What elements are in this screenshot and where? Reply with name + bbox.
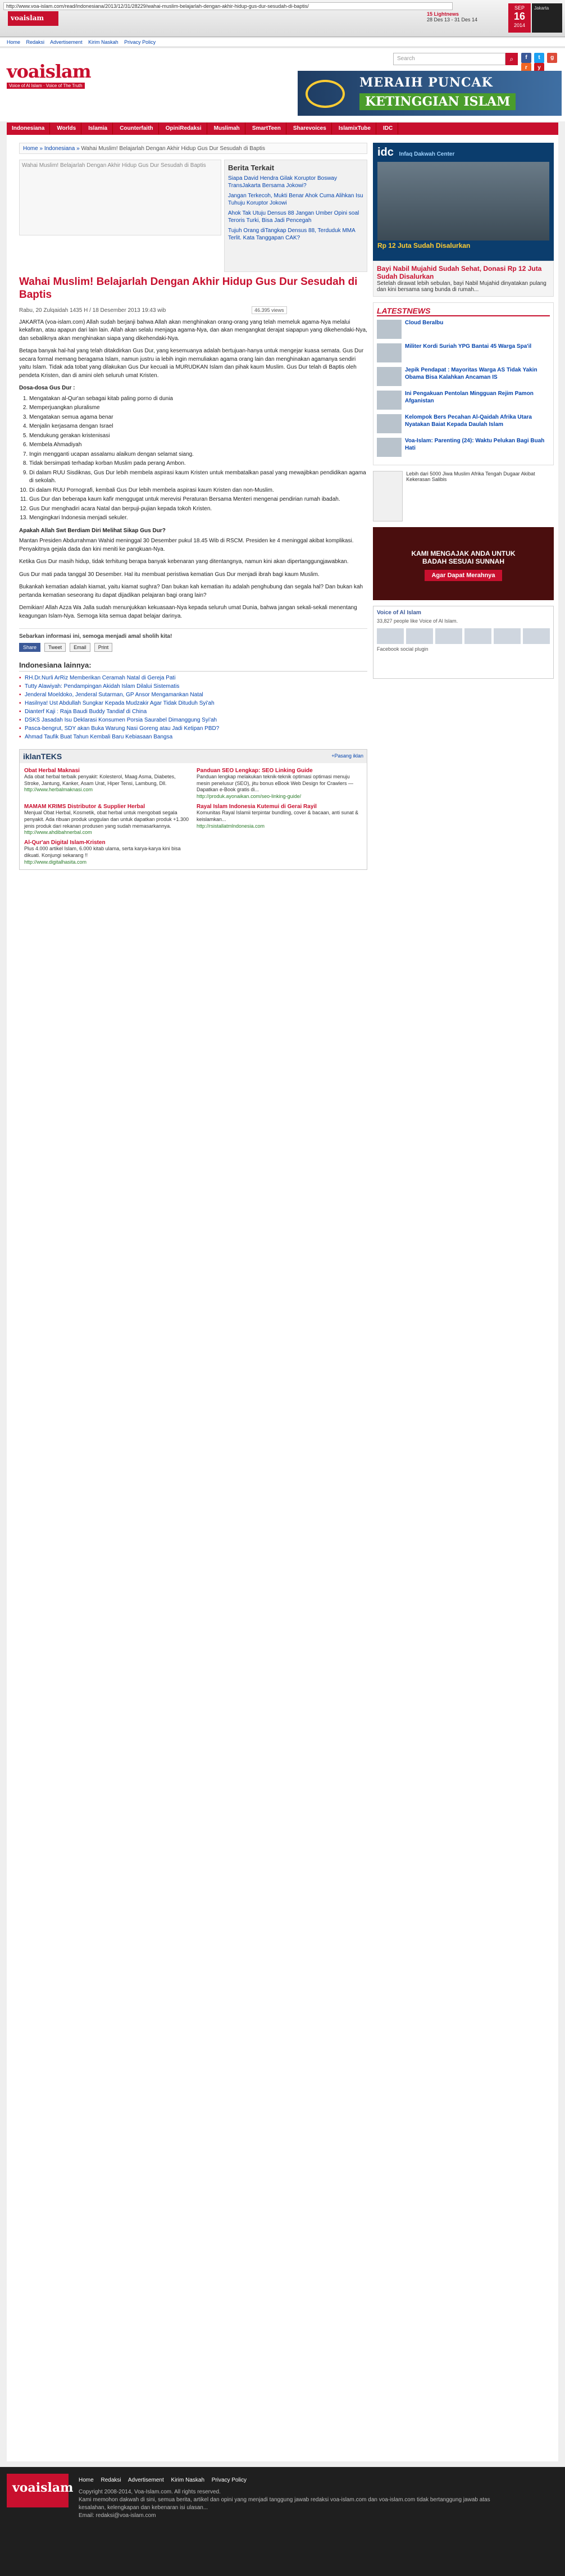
berita-terkait-box [224,160,367,272]
text-ad[interactable] [24,840,190,864]
small-logo[interactable]: voaislam [8,11,58,26]
ad-title[interactable]: Al-Qur'an Digital Islam-Kristen [24,840,106,846]
weather-city: Jakarta [534,6,549,11]
footer-email[interactable]: Email: redaksi@voa-islam.com [79,2512,156,2519]
sin-list [29,395,367,523]
breadcrumb-current: Wahai Muslim! Belajarlah Dengan Akhir Hidup Gus Dur Sesudah di Baptis [81,146,266,152]
related-link[interactable]: ▪ Ahmad Taufik Buat Tahun Kembali Baru Kebiasaan Bangsa [19,734,367,740]
browser-chrome [0,0,565,37]
sunnah-ad[interactable] [373,527,554,600]
list-item: 12. Gus Dur menghadiri acara Natal dan berpuji-pujian kepada tokoh Kristen. [29,505,367,514]
date-widget [508,3,531,33]
latest-link[interactable]: Voa-Islam: Parenting (24): Waktu Pelukan Bagi Buah Hati [405,438,545,451]
text-ad[interactable] [24,768,190,799]
facebook-like-box [373,606,554,679]
breadcrumb-section[interactable]: Indonesiana [44,146,75,152]
article-meta [19,306,367,314]
menu-smartteen[interactable]: SmartTeen [247,123,286,134]
ad-desc: Menjual Obat Herbal, Kosmetik, obat herbal untuk mengobati segala penyakit. Ada ribuan produk unggulan dan untuk dapatkan produk +1.300 jenis produk dari rekanan produsen yang sudah memasarkannya. [24,810,189,829]
text-ad[interactable] [24,804,190,835]
related-link[interactable]: ▪ Dianterf Kaji : Raja Baudi Buddy Tandiaf di China [19,709,367,715]
berita-terkait-link[interactable]: Tujuh Orang diTangkap Densus 88, Terduduk MMA Terlit. Kata Tanggapan CAK? [228,228,356,241]
text-ads-grid [20,763,367,869]
main-column [19,160,367,870]
footer-copyright: Copyright 2008-2014, Voa-Islam.com. All rights reserved. [79,2489,221,2495]
counter-date: 28 Des 13 - 31 Des 14 [427,17,478,22]
date-month: SEP [514,5,525,11]
hero-image: Wahai Muslim! Belajarlah Dengan Akhir Hidup Gus Dur Sesudah di Baptis [19,160,221,235]
latest-item[interactable] [377,391,550,410]
idc-headline[interactable]: Bayi Nabil Mujahid Sudah Sehat, Donasi Rp 12 Juta Sudah Disalurkan [377,265,542,280]
banner-line-1: MERAIH PUNCAK [359,75,493,90]
avatar[interactable] [435,628,462,644]
latest-thumb [377,391,402,410]
toplink-home[interactable]: Home [7,39,21,45]
ad-desc: Panduan lengkap melakukan teknik-teknik optimasi optimasi menuju mesin penelusur (SEO), jitu bonus eBook Web Design for Crawlers — Dapatkan e-Book gratis di... [197,774,353,793]
article-title: Wahai Muslim! Belajarlah Dengan Akhir Hidup Gus Dur Sesudah di Baptis [19,276,358,301]
ad-title[interactable]: Panduan SEO Lengkap: SEO Linking Guide [197,768,313,774]
print-button[interactable]: Print [94,643,113,652]
latest-item[interactable] [377,367,550,386]
share-prompt: Sebarkan informasi ini, semoga menjadi amal sholih kita! [19,633,172,640]
article-body [19,319,367,621]
footer-link-kirim-naskah[interactable]: Kirim Naskah [171,2477,205,2483]
ad-url[interactable]: http://produk.ayonaikan.com/seo-linking-guide/ [197,793,302,800]
footer-info [79,2488,517,2520]
latest-news [373,302,554,465]
breadcrumb: Home » Indonesiana » Wahai Muslim! Belajarlah Dengan Akhir Hidup Gus Dur Sesudah di Baptis [19,143,367,154]
list-item: 13. Mengingkari Indonesia menjadi sekuler. [29,514,367,523]
latest-news-title: LATESTNEWS [377,306,550,316]
menu-islamixtube[interactable]: IslamixTube [334,123,376,134]
banner-graphic [306,80,345,108]
latest-thumb [377,343,402,362]
sunnah-ad-line-1: KAMI MENGAJAK ANDA UNTUK [411,550,516,557]
avatar[interactable] [494,628,521,644]
avatar[interactable] [377,628,404,644]
article-paragraph: Betapa banyak hal-hal yang telah ditakdirkan Gus Dur, yang kesemuanya adalah bertujuan-hanya untuk mengejar kuasa semata. Gus Dur secara formal memang beragama Islam, namun justru ia lebih ingin memuliakan agama orang lain dan menghinakan agamanya sendiri yaitu Islam. Tidak ada tobat yang dilakukan Gus Dur kecuali ia MURUDKAN Islam dan pihak kaum Muslim. Gus Dur telah di Baptis oleh pendeta Kristen, dan di amini oleh seluruh umat Kristen. [19,348,364,379]
article-paragraph: Ketika Gus Dur masih hidup, tidak terhitung berapa banyak kebenaran yang ditentangnya, namun kini akan dipertanggungjawabkan. [19,559,349,565]
share-bar [19,628,367,652]
ad-url[interactable]: http://www.ahdibahnerbal.com [24,829,92,836]
related-link[interactable]: ▪ RH.Dr.Nurli ArRiz Memberikan Ceramah Natal di Gereja Pati [19,675,367,681]
text-ad[interactable] [197,768,362,799]
latest-link[interactable]: Ini Pengakuan Pentolan Mingguan Rejim Pamon Afganistan [405,391,534,404]
article-paragraph: Demikian! Allah Azza Wa Jalla sudah menunjukkan kekuasaan-Nya kepada seluruh umat Dunia, bahwa jangan sekali-sekali menentang keagungan Islam-Nya. Semoga kita semua dapat belajar darinya. [19,605,357,619]
footer-link-home[interactable]: Home [79,2477,94,2483]
related-link[interactable]: ▪ Hasilnya! Ust Abdullah Sungkar Kepada Mudzakir Agar Tidak Dituduh Syi'ah [19,700,367,706]
weather-widget [532,3,562,33]
idc-description [373,261,554,297]
list-item: 11. Gus Dur dan beberapa kaum kafir menggugat untuk merevisi Peraturan Bersama Menteri mengenai pendirian rumah ibadah. [29,496,367,504]
date-year: 2014 [513,22,526,28]
ad-title[interactable]: Obat Herbal Maknasi [24,768,80,774]
header-banner[interactable] [298,71,562,116]
view-count: 46.395 views [252,306,287,314]
article-date: Rabu, 20 Zulqaidah 1435 H / 18 Desember 2013 19:43 wib [19,307,166,314]
tweet-button[interactable]: Tweet [44,643,66,652]
text-ads-header [20,750,367,763]
site-logo[interactable] [7,61,91,88]
idc-widget[interactable] [373,143,554,261]
toplink-redaksi[interactable]: Redaksi [26,39,45,45]
social-links [521,53,565,73]
list-item: 7. Ingin mengganti ucapan assalamu alaikum dengan selamat siang. [29,451,367,459]
ad-title[interactable]: MAMAM KRIMS Distributor & Supplier Herbal [24,804,145,810]
list-item: 8. Tidak bersimpati terhadap korban Muslim pada perang Ambon. [29,460,367,468]
article-subheading: Apakah Allah Swt Berdiam Diri Melihat Sikap Gus Dur? [19,527,166,534]
berita-terkait-link[interactable]: Siapa David Hendra Gilak Koruptor Bosway TransJakarta Bersama Jokowi? [228,175,337,189]
rss-icon[interactable]: r [521,63,531,73]
facebook-faces [377,628,550,644]
ad-url[interactable]: http://rsistallatmlndonesia.com [197,823,265,829]
footer-links [79,2477,252,2483]
page-body [7,135,558,2461]
menu-sharevoices[interactable]: Sharevoices [288,123,332,134]
facebook-like-count: 33,827 people like Voice of Al Islam. [377,618,458,624]
latest-link[interactable]: Militer Kordi Suriah YPG Bantai 45 Warga Spa'il [405,343,532,350]
related-link[interactable]: ▪ Jenderal Moeldoko, Jenderal Sutarman, GP Ansor Mengamankan Natal [19,692,367,698]
related-articles [19,661,367,740]
article-subheading: Dosa-dosa Gus Dur : [19,385,75,392]
idc-photo [377,162,549,241]
idc-title: idc [377,146,394,158]
sidebar-ad[interactable] [373,471,554,521]
ad-url[interactable]: http://www.digitalhasita.com [24,859,87,865]
footer-link-privacy[interactable]: Privacy Policy [211,2477,247,2483]
ad-desc: Komunitas Rayal Islamii terpintar bundling, cover & bacaan, anti sunat & keislamkan... [197,810,359,822]
site-footer [0,2467,565,2576]
pasang-iklan-link[interactable]: +Pasang iklan [331,753,363,759]
latest-thumb [377,367,402,386]
menu-counterfaith[interactable]: Counterfaith [115,123,158,134]
latest-thumb [377,438,402,457]
text-ads-title: iklanTEKS [23,752,62,761]
latest-item[interactable] [377,414,550,433]
avatar[interactable] [464,628,491,644]
toplink-privacy[interactable]: Privacy Policy [124,39,156,45]
lightnews-counter [427,11,477,22]
site-header [0,48,565,121]
sunnah-ad-button[interactable]: Agar Dapat Merahnya [425,570,502,581]
search-input[interactable]: Search [393,53,505,65]
menu-opiniredaksi[interactable]: OpiniRedaksi [161,123,207,134]
idc-header [377,146,454,159]
latest-thumb [377,414,402,433]
facebook-plugin-label: Facebook social plugin [377,646,429,652]
list-item: 2. Memperjuangkan pluralisme [29,404,367,412]
latest-link[interactable]: Jepik Pendapat : Mayoritas Warga AS Tidak Yakin Obama Bisa Kalahkan Ancaman IS [405,367,537,380]
search-button[interactable] [505,53,518,65]
ad-desc: Plus 4.000 artikel Islam, 6.000 kitab ulama, serta karya-karya kini bisa dikuati. Konjungi sekarang !! [24,846,181,858]
sidebar [373,143,554,679]
ad-url[interactable]: http://www.herbalmaknasi.com [24,787,93,793]
text-ads [19,749,367,870]
related-link[interactable]: ▪ DSKS Jasadah Isu Deklarasi Konsumen Porsia Saurabel Dimanggung Syi'ah [19,717,367,723]
share-button[interactable]: Share [19,643,40,652]
list-item: 6. Membela Ahmadiyah [29,441,367,450]
menu-indonesiana[interactable]: Indonesiana [7,123,50,134]
facebook-icon[interactable]: f [521,53,531,63]
sunnah-ad-line-2: BADAH SESUAI SUNNAH [422,557,504,565]
list-item: 5. Mendukung gerakan kristenisasi [29,432,367,441]
article-paragraph: JAKARTA (voa-islam.com) Allah sudah berjanji bahwa Allah akan menghinakan orang-orang yang telah memeluk agama-Nya melalui kekafiran, atau apapun dari lain lain. Allah akan selalu menjaga agama-Nya, dan akan mengangkat derajat siapapun yang dikehendaki-Nya, dan sebaliknya akan menghinakan siapa yang dikehendaki-Nya. [19,319,367,342]
article-hero [19,160,367,241]
footer-link-redaksi[interactable]: Redaksi [101,2477,121,2483]
latest-item[interactable] [377,438,550,457]
list-item: 1. Mengatakan al-Qur'an sebagai kitab paling porno di dunia [29,395,367,403]
brand-name: voaislam [7,61,91,82]
email-button[interactable]: Email [70,643,90,652]
twitter-icon[interactable]: t [534,53,544,63]
list-item: 3. Mengatakan semua agama benar [29,414,367,422]
list-item: 9. Di dalam RUU Sisdiknas, Gus Dur lebih membela aspirasi kaum Kristen untuk membatalkan pasal yang mewajibkan pendidikan agama di sekolah. [29,469,367,486]
related-title: Indonesiana lainnya: [19,661,367,672]
footer-disclaimer: Kami memohon dakwah di sini, semua berita, artikel dan opini yang menjadi tanggung jawab redaksi voa-islam.com dan voa-islam.com tidak bertanggung jawab atas kesalahan, kelengkapan dan kebenaran isi ulasan... [79,2497,490,2511]
article-paragraph: Gus Dur mati pada tanggal 30 Desember. Hal itu membuat peristiwa kematian Gus Dur menjadi ibrah bagi kaum Muslim. [19,571,320,578]
berita-terkait-link[interactable]: Ahok Tak Utuju Densus 88 Jangan Umber Opini soal Teroris Turki, Bisa Jadi Pencegah [228,210,359,224]
related-link[interactable]: ▪ Tutty Alawiyah: Pendampingan Akidah Islam Dilalui Sistematis [19,683,367,690]
latest-link[interactable]: Kelompok Bers Pecahan Al-Qaidah Afrika Utara Nyatakan Baiat Kepada Daulah Islam [405,414,532,428]
ad-title[interactable]: Rayal Islam Indonesia Kutemui di Gerai Rayil [197,804,317,810]
counter-label: 15 Lightnews [427,11,459,17]
list-item: 10. Di dalam RUU Pornografi, kembali Gus Dur lebih membela aspirasi kaum Kristen dan non-Muslim. [29,487,367,495]
date-day: 16 [513,11,526,22]
article-paragraph: Bukankah kematian adalah kiamat, yaitu kiamat sughra? Dan bukan kah kematian itu adalah penghubung dan segala hal? Dan bukan kah pertanda kematian seseorang itu dapat dijadikan pelajaran bagi orang lain? [19,584,363,598]
berita-terkait-link[interactable]: Jangan Terkecoh, Mukti Benar Ahok Cuma Alihkan Isu Tuhuju Koruptor Jokowi [228,193,363,206]
banner-line-2: KETINGGIAN ISLAM [359,93,516,110]
avatar[interactable] [523,628,550,644]
article-paragraph: Mantan Presiden Abdurrahman Wahid meninggal 30 Desember pukul 18.45 Wib di RSCM. Presiden ke 4 meninggal akibat komplikasi. Penyakitnya gejala dada dan kini meniti ke pangkuan-Nya. [19,538,354,552]
brand-tagline: Voice of Al Islam · Voice of The Truth [7,83,85,89]
facebook-page-name[interactable]: Voice of Al Islam [377,610,421,616]
avatar[interactable] [406,628,433,644]
menu-worlds[interactable]: Worlds [52,123,81,134]
berita-terkait-title: Berita Terkait [228,164,275,172]
address-bar[interactable]: http://www.voa-islam.com/read/indonesiana/2013/12/31/28229/wahai-muslim-belajarlah-dengan-akhir-hidup-gus-dur-sesudah-di-baptis/ [3,2,453,10]
latest-thumb [377,320,402,339]
menu-idc[interactable]: IDC [378,123,398,134]
sidebar-ad-text[interactable]: Lebih dari 5000 Jiwa Muslim Afrika Tengah Dugaar Akibat Kekerasan Salibis [406,471,535,482]
main-menu [7,123,558,135]
google-plus-icon[interactable]: g [547,53,557,63]
top-links [0,38,565,47]
idc-caption: Rp 12 Juta Sudah Disalurkan [377,242,471,250]
idc-subtitle: Infaq Dakwah Center [399,151,455,157]
toplink-advertisement[interactable]: Advertisement [50,39,83,45]
youtube-icon[interactable]: y [534,63,544,73]
menu-islamia[interactable]: Islamia [83,123,113,134]
latest-link[interactable]: Cloud Beralbu [405,320,444,326]
ad-desc: Ada obat herbal terbaik penyakit: Kolesterol, Maag Asma, Diabetes, Stroke, Jantung, Kanker, Asam Urat, Hiper Tensi, Lambung, Dll. [24,774,176,786]
toplink-kirim-naskah[interactable]: Kirim Naskah [88,39,119,45]
search-icon: ⌕ [509,55,514,63]
latest-item[interactable] [377,343,550,362]
footer-logo[interactable]: voaislam [7,2474,69,2507]
related-link[interactable]: ▪ Pasca-bengrut, SDY akan Buka Warung Nasi Goreng atau Jadi Ketipan PBD? [19,725,367,732]
breadcrumb-home[interactable]: Home [23,146,38,152]
sidebar-ad-image [373,471,403,521]
idc-body: Setelah dirawat lebih sebulan, bayi Nabil Mujahid dinyatakan pulang dan kini bersama sang bunda di rumah... [377,280,546,293]
list-item: 4. Menjalin kerjasama dengan Israel [29,423,367,431]
text-ad[interactable] [197,804,362,835]
latest-item[interactable] [377,320,550,339]
menu-muslimah[interactable]: Muslimah [209,123,245,134]
footer-link-advertisement[interactable]: Advertisement [127,2477,164,2483]
